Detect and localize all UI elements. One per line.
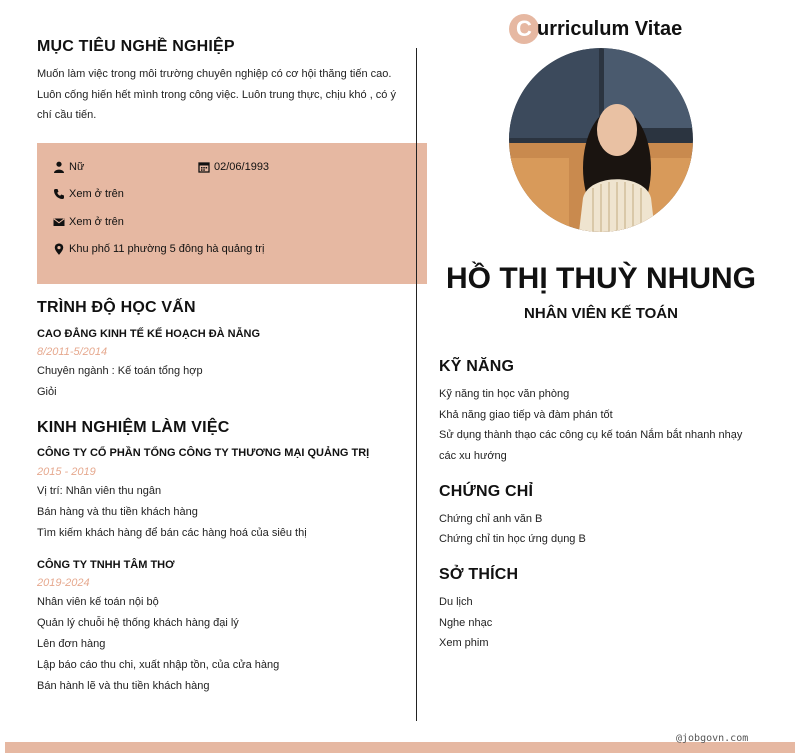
- address-row: [53, 243, 264, 255]
- objective-line: chí cầu tiến.: [37, 109, 97, 121]
- skills-heading: KỸ NĂNG: [439, 358, 515, 375]
- profile-photo-illustration: [509, 48, 693, 232]
- user-icon: [53, 161, 65, 173]
- education-period: 8/2011-5/2014: [37, 346, 108, 358]
- certificate-item: Chứng chỉ tin học ứng dụng B: [439, 533, 586, 545]
- location-pin-icon: [53, 243, 65, 255]
- education-major: Chuyên ngành : Kế toán tổng hợp: [37, 365, 203, 377]
- job-line: Tìm kiếm khách hàng để bán các hàng hoá của siêu thị: [37, 527, 307, 539]
- phone-value: Xem ở trên: [69, 188, 124, 200]
- job-line: Bán hàng và thu tiền khách hàng: [37, 506, 198, 518]
- skill-item: Sử dụng thành thạo các công cụ kế toán Nắm bắt nhanh nhạy: [439, 429, 743, 441]
- profile-photo: [509, 48, 693, 232]
- objective-heading: MỤC TIÊU NGHỀ NGHIỆP: [37, 38, 235, 55]
- education-grade: Giỏi: [37, 386, 57, 398]
- job-period: 2019-2024: [37, 577, 90, 589]
- objective-line: Muốn làm việc trong môi trường chuyên nghiệp có cơ hội thăng tiến cao.: [37, 68, 392, 80]
- job-company: CÔNG TY CỔ PHẦN TỔNG CÔNG TY THƯƠNG MẠI QUẢNG TRỊ: [37, 447, 370, 459]
- job-line: Lên đơn hàng: [37, 638, 106, 650]
- hobby-item: Du lịch: [439, 596, 473, 608]
- gender-row: [53, 161, 84, 173]
- job-title: NHÂN VIÊN KẾ TOÁN: [524, 305, 678, 322]
- column-divider: [416, 48, 417, 721]
- job-line: Vị trí: Nhân viên thu ngân: [37, 485, 162, 497]
- watermark: @jobgovn.com: [676, 733, 749, 744]
- calendar-icon: [198, 161, 210, 173]
- job-line: Bán hành lẽ và thu tiền khách hàng: [37, 680, 210, 692]
- mail-icon: [53, 216, 65, 228]
- gender-value: Nữ: [69, 161, 85, 173]
- email-row: [53, 216, 124, 228]
- hobby-item: Nghe nhạc: [439, 617, 493, 629]
- phone-icon: [53, 188, 65, 200]
- cv-title: [509, 14, 682, 44]
- cv-initial-badge: C: [509, 14, 539, 44]
- objective-line: Luôn cống hiến hết mình trong công việc. Luôn trung thực, chịu khó , có ý: [37, 89, 396, 101]
- phone-row: [53, 188, 124, 200]
- full-name: HỒ THỊ THUỲ NHUNG: [446, 262, 756, 295]
- address-value: Khu phố 11 phường 5 đông hà quảng trị: [69, 243, 265, 255]
- certificate-item: Chứng chỉ anh văn B: [439, 513, 543, 525]
- cv-title-text: urriculum Vitae: [537, 17, 683, 40]
- hobby-item: Xem phim: [439, 637, 489, 649]
- email-value: Xem ở trên: [69, 216, 124, 228]
- job-company: CÔNG TY TNHH TÂM THƠ: [37, 559, 175, 571]
- birthday-value: 02/06/1993: [214, 161, 270, 173]
- experience-heading: KINH NGHIỆM LÀM VIỆC: [37, 419, 230, 436]
- education-school: CAO ĐẲNG KINH TẾ KẾ HOẠCH ĐÀ NẴNG: [37, 328, 261, 340]
- job-line: Nhân viên kế toán nội bộ: [37, 596, 159, 608]
- hobbies-heading: SỞ THÍCH: [439, 566, 519, 583]
- certificates-heading: CHỨNG CHỈ: [439, 483, 534, 500]
- skill-item: các xu hướng: [439, 450, 507, 462]
- skill-item: Khả năng giao tiếp và đàm phán tốt: [439, 409, 613, 421]
- job-period: 2015 - 2019: [37, 466, 96, 478]
- education-heading: TRÌNH ĐỘ HỌC VẤN: [37, 299, 196, 316]
- skill-item: Kỹ năng tin học văn phòng: [439, 388, 570, 400]
- job-line: Lập báo cáo thu chi, xuất nhập tồn, của cửa hàng: [37, 659, 280, 671]
- job-line: Quản lý chuỗi hệ thống khách hàng đại lý: [37, 617, 239, 629]
- birthday-row: [198, 161, 269, 173]
